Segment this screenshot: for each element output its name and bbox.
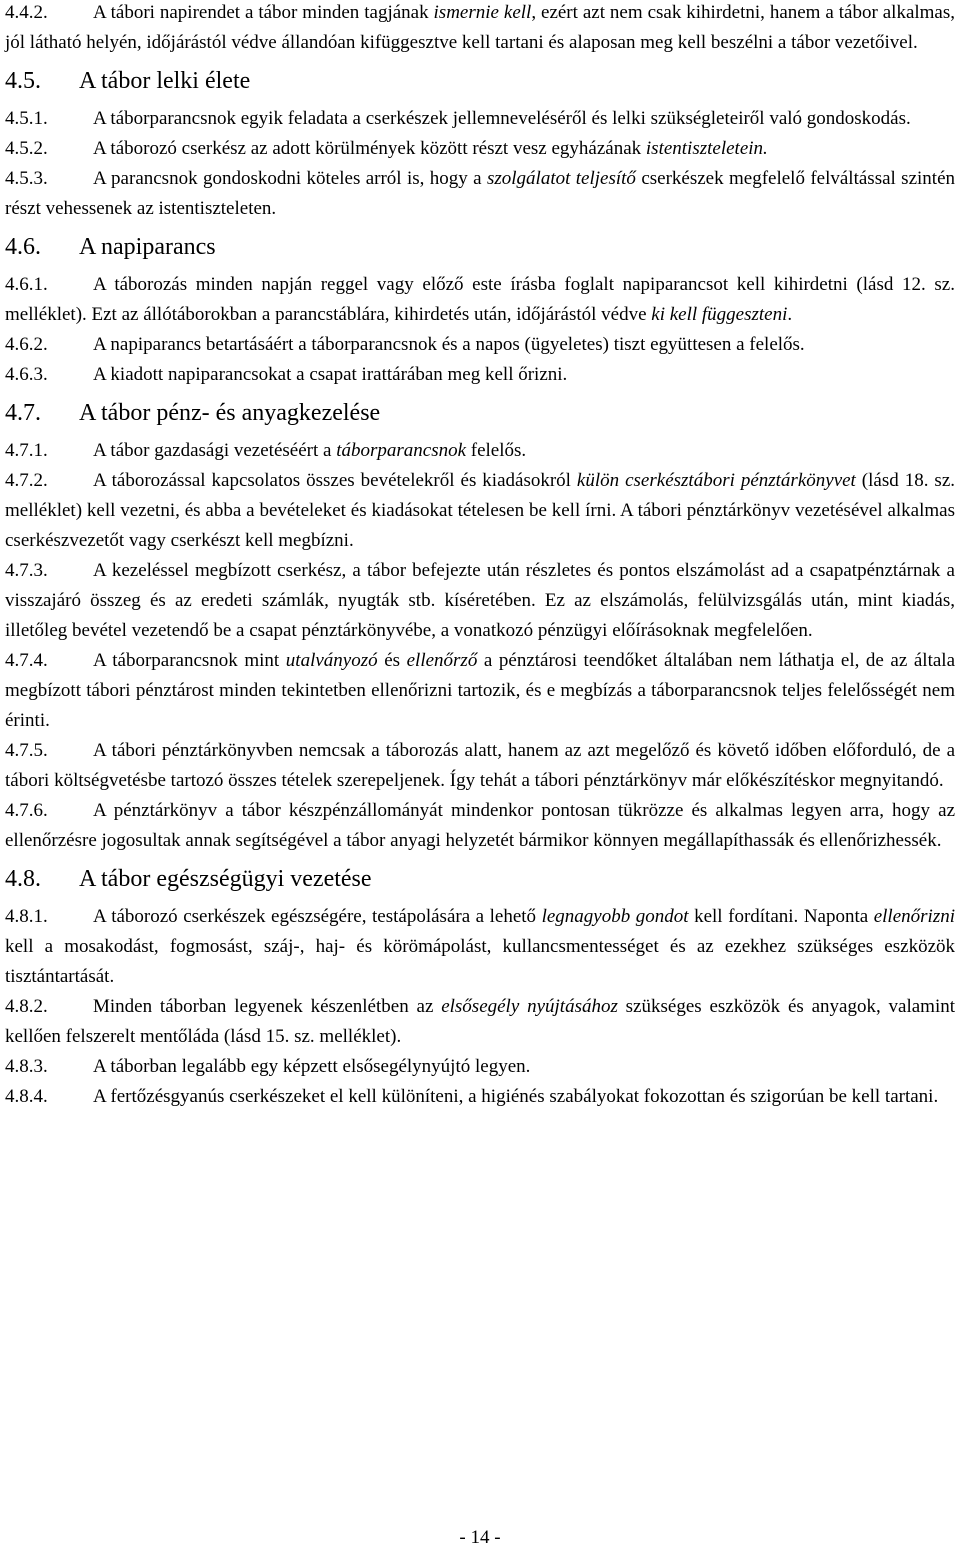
paragraph-number: 4.7.4. [5,650,48,671]
paragraph-number: 4.8.2. [5,996,48,1017]
paragraph-text: A tábori pénztárkönyvben nemcsak a táborozás alatt, hanem az azt megelőző és követő időben előforduló, de a tábori költségvetésbe tartozó összes tételek szerepeljenek. Így tehát a tábori pénztárkönyv már előkészítéskor megnyitandó. [5,740,955,791]
emphasis-text: táborparancsnok [336,440,467,461]
section-heading [5,864,955,894]
paragraph-text: a pénztárosi teendőket általában nem láthatja el, de az általa megbízott tábori pénztárost minden tekintetben ellenőrizni tartozik, és e megbízás a táborparancsnok teljes felelősségét nem érinti. [5,650,956,731]
paragraph-number: 4.7.3. [5,560,48,581]
section-number: 4.8. [5,866,41,892]
section-number: 4.5. [5,68,41,94]
emphasis-text: legnagyobb gondot [541,906,689,927]
emphasis-text: külön cserkésztábori pénztárkönyvet [576,470,856,491]
emphasis-text: ismernie kell [433,2,532,23]
paragraph-text: . [787,304,793,325]
paragraph [5,134,955,164]
paragraph-text: A táborozás minden napján reggel vagy előző este írásba foglalt napiparancsot kell kihirdetni (lásd 12. sz. melléklet). Ezt az állótáborokban a parancstáblára, kihirdetés után, időjárástól védve [5,274,955,325]
section-heading [5,398,955,428]
paragraph-number: 4.7.2. [5,470,48,491]
paragraph-text: kell a mosakodást, fogmosást, száj-, haj- és körömápolást, kullancsmentességet és az ezekhez szükséges eszközök tisztántartását. [5,936,955,987]
paragraph-number: 4.8.1. [5,906,48,927]
paragraph-text: felelős. [466,440,527,461]
paragraph [5,0,955,58]
paragraph-number: 4.8.3. [5,1056,48,1077]
paragraph [5,902,955,992]
section-heading [5,66,955,96]
paragraph-text: (lásd 18. sz. melléklet) kell vezetni, és abba a bevételeket és kiadásokat tételesen be kell írni. A tábori pénztárkönyv vezetésével alkalmas cserkészvezetőt vagy cserkészt kell megbízni. [5,470,956,551]
paragraph-text: A tábor gazdasági vezetéséért a [93,440,337,461]
paragraph-number: 4.6.3. [5,364,48,385]
paragraph-text: A táborozással kapcsolatos összes bevételekről és kiadásokról [93,470,577,491]
section-number: 4.7. [5,400,41,426]
paragraph-text: A tábori napirendet a tábor minden tagjának [93,2,434,23]
paragraph-text: A kiadott napiparancsokat a csapat irattárában meg kell őrizni. [93,364,568,385]
paragraph-text: , ezért azt nem csak kihirdetni, hanem a tábor alkalmas, jól látható helyén, időjárástól védve állandóan kifüggesztve kell tartani és alaposan meg kell beszélni a tábor vezetőivel. [5,2,956,53]
section-title: A napiparancs [79,234,216,260]
paragraph [5,330,955,360]
paragraph [5,164,955,224]
paragraph [5,796,955,856]
paragraph [5,992,955,1052]
emphasis-text: ellenőrizni [873,906,955,927]
paragraph-number: 4.7.6. [5,800,48,821]
emphasis-text: ki kell függeszteni [651,304,788,325]
paragraph-text: A parancsnok gondoskodni köteles arról is, hogy a [93,168,487,189]
paragraph [5,736,955,796]
emphasis-text: ellenőrző [406,650,478,671]
paragraph-text: A kezeléssel megbízott cserkész, a tábor befejezte után részletes és pontos elszámolást ad a csapatpénztárnak a visszajáró összeg és az eredeti számlák, nyugták stb. kíséretében. Ez az elszámolás, felülvizsgálás után, mint kiadás, illetőleg bevétel vezetendő be a csapat pénztárkönyvébe, a vonatkozó pénzügyi előírásoknak megfelelően. [5,560,955,641]
paragraph [5,270,955,330]
paragraph-text: és [377,650,407,671]
paragraph-number: 4.6.1. [5,274,48,295]
paragraph-text: A pénztárkönyv a tábor készpénzállományát mindenkor pontosan tükrözze és alkalmas legyen arra, hogy az ellenőrzésre jogosultak annak segítségével a tábor anyagi helyzetét bármikor könnyen megállapíthassák és ellenőrizhessék. [5,800,955,851]
paragraph [5,360,955,390]
section-title: A tábor lelki élete [79,68,251,94]
paragraph [5,646,955,736]
section-title: A tábor egészségügyi vezetése [79,866,372,892]
paragraph-number: 4.6.2. [5,334,48,355]
emphasis-text: elsősegély nyújtásához [441,996,618,1017]
paragraph-text: A táborban legalább egy képzett elsősegélynyújtó legyen. [93,1056,531,1077]
paragraph-text: A táborozó cserkészek egészségére, testápolására a lehető [93,906,542,927]
paragraph [5,556,955,646]
paragraph [5,1052,955,1082]
section-heading [5,232,955,262]
paragraph-text: A táborparancsnok egyik feladata a cserkészek jellemneveléséről és lelki szükségleteiről való gondoskodás. [93,108,911,129]
paragraph [5,466,955,556]
paragraph-number: 4.5.3. [5,168,48,189]
paragraph-text: kell fordítani. Naponta [688,906,874,927]
paragraph-number: 4.5.1. [5,108,48,129]
paragraph-text: A táborozó cserkész az adott körülmények között részt vesz egyházának [93,138,646,159]
emphasis-text: utalványozó [285,650,378,671]
emphasis-text: istentiszteletein. [645,138,768,159]
page-number: - 14 - [459,1527,501,1548]
section-title: A tábor pénz- és anyagkezelése [79,400,381,426]
section-number: 4.6. [5,234,41,260]
paragraph-number: 4.5.2. [5,138,48,159]
emphasis-text: szolgálatot teljesítő [486,168,636,189]
paragraph [5,104,955,134]
paragraph-text: cserkészek megfelelő felváltással szintén részt vehessenek az istentiszteleten. [5,168,956,219]
document-page [5,0,955,1112]
paragraph-text: szükséges eszközök és anyagok, valamint kellően felszerelt mentőláda (lásd 15. sz. melléklet). [5,996,956,1047]
paragraph-number: 4.7.1. [5,440,48,461]
paragraph-text: A napiparancs betartásáért a táborparancsnok és a napos (ügyeletes) tiszt együttesen a felelős. [93,334,805,355]
paragraph-number: 4.8.4. [5,1086,48,1107]
paragraph [5,1082,955,1112]
paragraph-text: A fertőzésgyanús cserkészeket el kell különíteni, a higiénés szabályokat fokozottan és szigorúan be kell tartani. [93,1086,939,1107]
paragraph-text: Minden táborban legyenek készenlétben az [93,996,442,1017]
paragraph [5,436,955,466]
paragraph-text: A táborparancsnok mint [93,650,286,671]
paragraph-number: 4.7.5. [5,740,48,761]
paragraph-number: 4.4.2. [5,2,48,23]
